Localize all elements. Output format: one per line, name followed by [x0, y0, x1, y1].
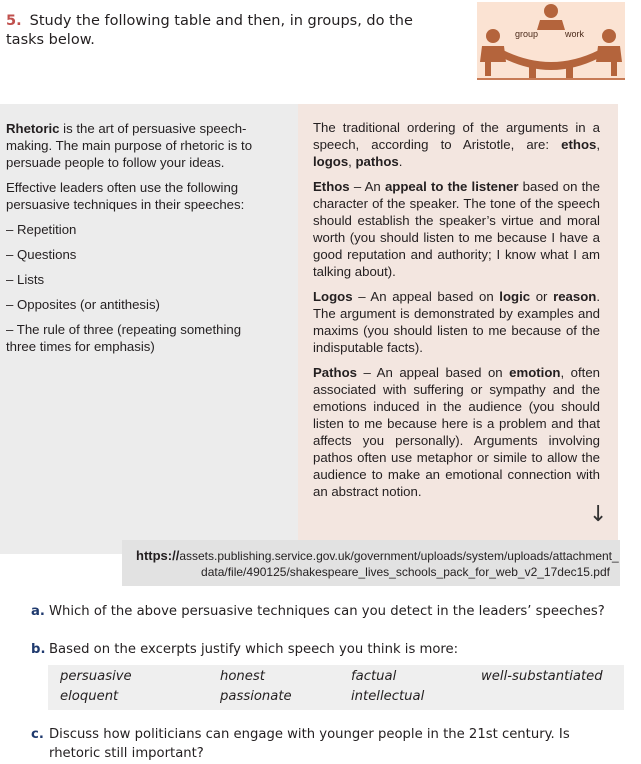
aristotle-column — [313, 119, 600, 508]
adjective: eloquent — [60, 689, 119, 704]
ethos-paragraph: Ethos – An appeal to the listener based on the character of the speaker. The tone of the speech should establish the speaker’s virtue and moral worth (you should listen to me because I have a good reputation and authority; I know what I am talking about). — [313, 179, 600, 279]
source-url[interactable] — [122, 540, 620, 586]
url-line-2: data/file/490125/shakespeare_lives_schools_pack_for_web_v2_17dec15.pdf — [201, 565, 610, 579]
pathos-paragraph: Pathos – An appeal based on emotion, often associated with suffering or sympathy and the emotions induced in the audience (you should listen to me because here is a problem and that affects you personally). Arguments involving pathos often use metaphor or simile to allow the audience to make an emotional connection with an abstract notion. — [313, 365, 600, 499]
question-a-text: Which of the above persuasive techniques can you detect in the leaders’ speeches? — [49, 604, 605, 619]
adjective: persuasive — [60, 669, 132, 684]
question-b-label: b. — [31, 642, 46, 657]
question-c-text-cont: rhetoric still important? — [49, 746, 204, 761]
question-b-text: Based on the excerpts justify which speech you think is more: — [49, 642, 459, 657]
technique-item: – The rule of three (repeating something three times for emphasis) — [6, 322, 242, 354]
question-c-label: c. — [31, 727, 44, 742]
adjective: factual — [351, 669, 397, 684]
question-c-text: Discuss how politicians can engage with younger people in the 21st century. Is — [49, 727, 570, 742]
techniques-intro: Effective leaders often use the following persuasive techniques in their speeches: — [6, 180, 245, 212]
group-work-icon — [477, 2, 625, 80]
adjective-box — [48, 665, 624, 710]
logos-paragraph: Logos – An appeal based on logic or reason. The argument is demonstrated by examples and maxims (you should listen to me because of the indisputable facts). — [313, 289, 600, 355]
adjective: intellectual — [351, 689, 425, 704]
rhetoric-column — [6, 120, 268, 363]
adjective: passionate — [220, 689, 292, 704]
aristotle-intro: The traditional ordering of the arguments in a speech, according to Aristotle, are: ethos, logos, pathos. — [313, 120, 600, 169]
url-prefix: https:// — [136, 548, 180, 563]
work-label: work — [565, 29, 585, 39]
technique-item: – Lists — [6, 272, 45, 287]
question-a-label: a. — [31, 604, 45, 619]
question-b — [31, 640, 631, 659]
adjective: well-substantiated — [481, 669, 603, 684]
group-label: group — [515, 29, 539, 39]
task-5-instruction — [6, 12, 446, 50]
down-arrow-icon: ↓ — [589, 502, 608, 527]
rhetoric-definition: Rhetoric is the art of persuasive speech-making. The main purpose of rhetoric is to persuade people to follow your ideas. — [6, 121, 253, 170]
technique-item: – Repetition — [6, 222, 77, 237]
technique-item: – Questions — [6, 247, 77, 262]
url-line-1: assets.publishing.service.gov.uk/government/uploads/system/uploads/attachment_ — [179, 549, 619, 563]
adjective: honest — [220, 669, 265, 684]
technique-item: – Opposites (or antithesis) — [6, 297, 160, 312]
question-a — [31, 602, 631, 621]
task-text: Study the following table and then, in groups, do the tasks below. — [6, 13, 413, 48]
task-number: 5. — [6, 13, 22, 29]
question-c — [31, 725, 631, 763]
